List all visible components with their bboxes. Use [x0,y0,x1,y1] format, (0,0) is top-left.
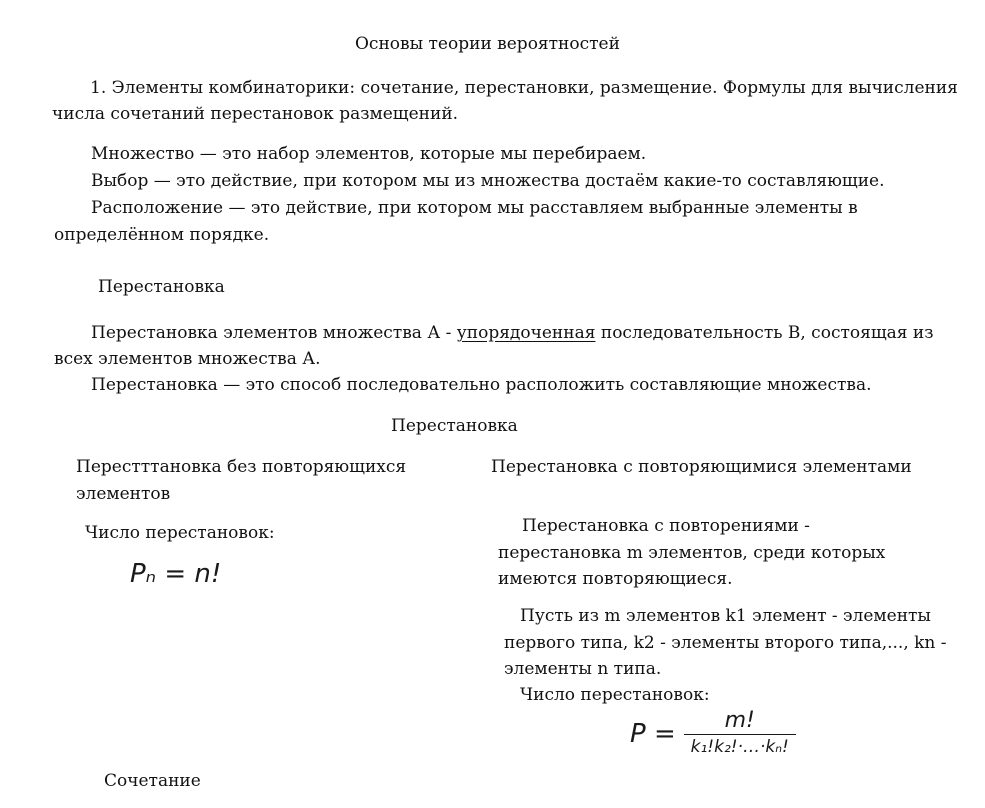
right-permutation-count-label: Число перестановок: [520,685,710,705]
definition-arrangement-line-2: определённом порядке. [54,225,270,245]
definition-arrangement-line-1: Расположение — это действие, при котором мы расставляем выбранные элементы в [91,198,858,218]
heading-permutation-center: Перестановка [391,416,518,436]
heading-permutation: Перестановка [98,277,225,297]
formula-lhs: P = [630,718,676,749]
formula-numerator: m! [724,708,755,733]
heading-combination: Сочетание [104,771,201,791]
formula-denominator: k₁!k₂!·…·kₙ! [690,737,789,757]
formula-fraction [684,708,796,759]
right-column-title: Перестановка с повторяющимися элементами [491,457,912,477]
formula-permutation-without-repetition: Pₙ = n! [130,559,222,589]
right-definition-line-3: имеются повторяющиеся. [498,569,733,589]
permutation-definition-pre: Перестановка элементов множества А - [91,323,457,343]
right-definition-line-2: перестановка m элементов, среди которых [498,543,886,563]
question-1-line-1: 1. Элементы комбинаторики: сочетание, перестановки, размещение. Формулы для вычисления [90,78,958,98]
document-title: Основы теории вероятностей [355,34,620,54]
permutation-definition-line-1 [91,320,934,346]
definition-choice: Выбор — это действие, при котором мы из множества достаём какие-то составляющие. [91,171,885,191]
formula-permutation-with-repetition [630,708,796,759]
question-1-line-2: числа сочетаний перестановок размещений. [52,104,459,124]
underlined-term-ordered: упорядоченная [456,323,596,343]
right-let-line-1: Пусть из m элементов k1 элемент - элементы [520,606,931,626]
permutation-definition-line-2: всех элементов множества А. [54,349,321,369]
right-definition-line-1: Перестановка с повторениями - [522,516,810,536]
right-let-line-2: первого типа, k2 - элементы второго типа,..., kn - [504,633,947,653]
left-permutation-count-label: Число перестановок: [85,523,275,543]
permutation-definition-post: последовательность В, состоящая из [595,323,934,343]
permutation-definition-2: Перестановка — это способ последовательно расположить составляющие множества. [91,375,872,395]
left-column-title-line-2: элементов [76,484,171,504]
definition-set: Множество — это набор элементов, которые мы перебираем. [91,144,647,164]
right-let-line-3: элементы n типа. [504,659,662,679]
left-column-title-line-1: Перестттановка без повторяющихся [76,457,407,477]
